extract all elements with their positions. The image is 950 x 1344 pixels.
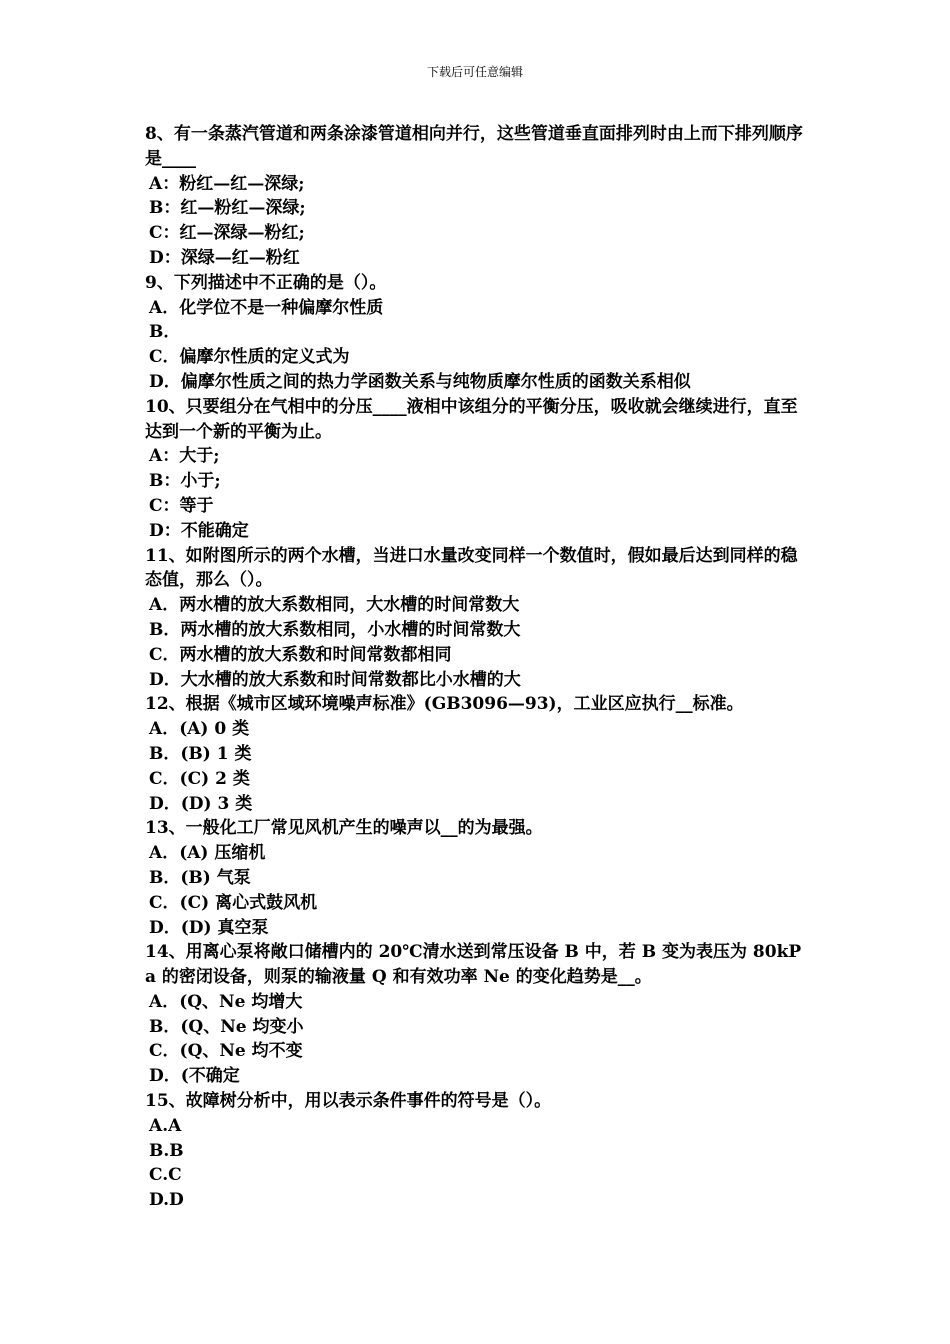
question-text: 14、用离心泵将敞口储槽内的 20℃清水送到常压设备 B 中，若 B 变为表压为 80kPa 的密闭设备，则泵的输液量 Q 和有效功率 Ne 的变化趋势是__。 — [145, 942, 802, 988]
option-a: A.A — [149, 1115, 182, 1136]
question-14 — [145, 940, 810, 1089]
question-text: 8、有一条蒸汽管道和两条涂漆管道相向并行，这些管道垂直面排列时由上而下排列顺序是____ — [145, 124, 803, 169]
option-a: A．(Q、Ne 均增大 — [149, 991, 303, 1012]
option-c: C：等于 — [149, 495, 214, 516]
option-b: B．(B) 1 类 — [149, 743, 252, 764]
question-text: 12、根据《城市区域环境噪声标准》(GB3096—93)，工业区应执行__标准。 — [145, 694, 744, 715]
question-13 — [145, 816, 810, 940]
option-b: B．(B) 气泵 — [149, 867, 251, 888]
question-12 — [145, 692, 810, 816]
option-d: D.D — [149, 1190, 184, 1211]
option-b: B：红—粉红—深绿; — [149, 198, 306, 219]
option-d: D：不能确定 — [149, 520, 249, 541]
option-b: B.B — [149, 1140, 184, 1161]
option-a: A：粉红—红—深绿; — [149, 173, 305, 194]
option-a: A：大于; — [149, 446, 220, 467]
document-body — [145, 122, 810, 1213]
question-8 — [145, 122, 810, 271]
option-a: A．两水槽的放大系数相同，大水槽的时间常数大 — [149, 595, 520, 616]
option-c: C：红—深绿—粉红; — [149, 223, 305, 244]
page-header: 下载后可任意编辑 — [426, 65, 523, 79]
question-text: 15、故障树分析中，用以表示条件事件的符号是（）。 — [145, 1091, 552, 1112]
question-text: 9、下列描述中不正确的是（）。 — [145, 272, 387, 293]
option-d: D．偏摩尔性质之间的热力学函数关系与纯物质摩尔性质的函数关系相似 — [149, 371, 691, 392]
option-c: C．(C) 离心式鼓风机 — [149, 892, 318, 913]
option-d: D．(不确定 — [149, 1066, 240, 1087]
option-d: D．大水槽的放大系数和时间常数都比小水槽的大 — [149, 669, 521, 690]
question-text: 11、如附图所示的两个水槽，当进口水量改变同样一个数值时，假如最后达到同样的稳态值，那么（）。 — [145, 545, 798, 591]
option-b: B．两水槽的放大系数相同，小水槽的时间常数大 — [149, 619, 521, 640]
option-c: C．(Q、Ne 均不变 — [149, 1041, 303, 1062]
option-a: A．(A) 压缩机 — [149, 843, 266, 864]
option-d: D．(D) 真空泵 — [149, 917, 269, 938]
question-text: 10、只要组分在气相中的分压____液相中该组分的平衡分压，吸收就会继续进行，直至达到一个新的平衡为止。 — [145, 396, 798, 442]
option-d: D：深绿—红—粉红 — [149, 247, 300, 268]
option-c: C.C — [149, 1165, 182, 1186]
question-10 — [145, 395, 810, 544]
option-b: B．(Q、Ne 均变小 — [149, 1016, 304, 1037]
option-d: D．(D) 3 类 — [149, 793, 253, 814]
option-b: B：小于; — [149, 471, 221, 492]
question-text: 13、一般化工厂常见风机产生的噪声以__的为最强。 — [145, 818, 543, 839]
question-15 — [145, 1089, 810, 1213]
question-11 — [145, 544, 810, 693]
option-c: C．(C) 2 类 — [149, 768, 250, 789]
option-c: C．两水槽的放大系数和时间常数都相同 — [149, 644, 452, 665]
option-a: A．化学位不是一种偏摩尔性质 — [149, 297, 384, 318]
option-b: B． — [149, 322, 181, 343]
option-c: C．偏摩尔性质的定义式为 — [149, 347, 350, 368]
question-9 — [145, 271, 810, 395]
option-a: A．(A) 0 类 — [149, 719, 250, 740]
